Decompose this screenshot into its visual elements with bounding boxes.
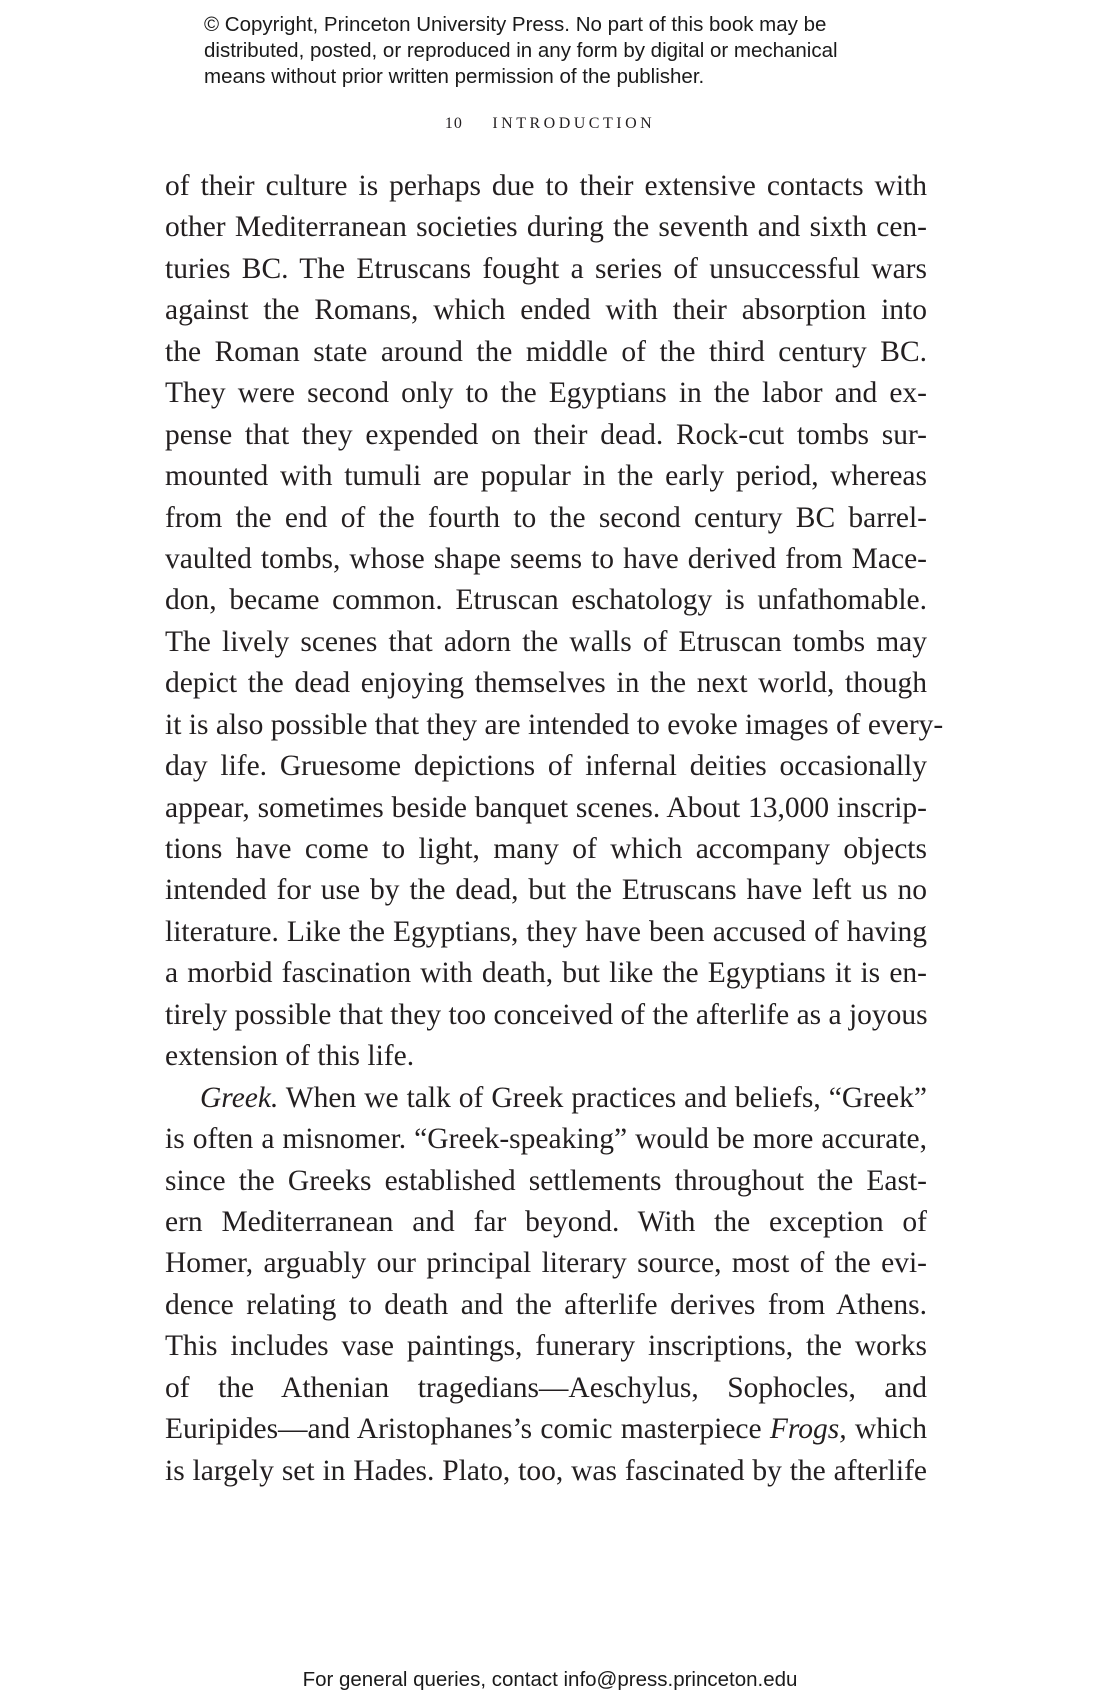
- text-line: the Roman state around the middle of the third century BC.: [165, 335, 927, 368]
- text-line: mounted with tumuli are popular in the early period, whereas: [165, 460, 927, 493]
- copyright-line: means without prior written permission of the publisher.: [204, 65, 705, 88]
- paragraph: [165, 1078, 927, 1492]
- text-line: extension of this life.: [165, 1040, 415, 1073]
- text-line: of their culture is perhaps due to their extensive contacts with: [165, 170, 927, 202]
- text-run: which: [846, 1413, 927, 1446]
- copyright-notice: [204, 12, 964, 90]
- text-line: since the Greeks established settlements throughout the East-: [165, 1164, 927, 1197]
- text-line: Homer, arguably our principal literary source, most of the evi-: [165, 1247, 927, 1280]
- text-run: When we talk of Greek practices and beliefs, “Greek”: [278, 1081, 927, 1114]
- copyright-line: distributed, posted, or reproduced in any form by digital or mechanical: [204, 39, 838, 62]
- text-line: day life. Gruesome depictions of infernal deities occasionally: [165, 750, 927, 783]
- body-text: [165, 166, 944, 1492]
- text-line: of the Athenian tragedians—Aeschylus, Sophocles, and: [165, 1371, 927, 1404]
- text-line: from the end of the fourth to the second century BC barrel-: [165, 501, 927, 534]
- text-line: intended for use by the dead, but the Etruscans have left us no: [165, 874, 927, 907]
- text-line: appear, sometimes beside banquet scenes. About 13,000 inscrip-: [165, 791, 927, 824]
- text-line: literature. Like the Egyptians, they have been accused of having: [165, 915, 927, 948]
- page-number: 10: [444, 115, 463, 132]
- chapter-title: INTRODUCTION: [492, 115, 656, 132]
- text-line: is often a misnomer. “Greek-speaking” would be more accurate,: [165, 1123, 927, 1156]
- text-line: dence relating to death and the afterlife derives from Athens.: [165, 1288, 927, 1321]
- paragraph: [165, 166, 944, 1078]
- text-line: turies BC. The Etruscans fought a series of unsuccessful wars: [165, 252, 927, 285]
- running-head: [0, 115, 1100, 133]
- text-line: This includes vase paintings, funerary inscriptions, the works: [165, 1330, 927, 1363]
- footer-contact: For general queries, contact info@press.princeton.edu: [302, 1668, 798, 1691]
- text-line: depict the dead enjoying themselves in the next world, though: [165, 667, 927, 700]
- text-line: other Mediterranean societies during the seventh and sixth cen-: [165, 211, 927, 244]
- text-line: it is also possible that they are intended to evoke images of every-: [165, 708, 944, 741]
- copyright-line: © Copyright, Princeton University Press. No part of this book may be: [204, 13, 827, 36]
- text-line: The lively scenes that adorn the walls of Etruscan tombs may: [165, 625, 927, 658]
- text-line: is largely set in Hades. Plato, too, was fascinated by the afterlife: [165, 1454, 927, 1487]
- text-line: against the Romans, which ended with their absorption into: [165, 294, 927, 327]
- run-in-heading: Greek.: [200, 1081, 279, 1114]
- text-line: They were second only to the Egyptians in the labor and ex-: [165, 377, 927, 410]
- text-line: ern Mediterranean and far beyond. With the exception of: [165, 1205, 927, 1238]
- text-line: pense that they expended on their dead. Rock-cut tombs sur-: [165, 418, 927, 451]
- text-line: vaulted tombs, whose shape seems to have derived from Mace-: [165, 542, 927, 575]
- text-line: [165, 1078, 927, 1119]
- text-line: tions have come to light, many of which accompany objects: [165, 833, 927, 865]
- text-line: don, became common. Etruscan eschatology is unfathomable.: [165, 584, 927, 617]
- text-run: Euripides—and Aristophanes’s comic masterpiece: [165, 1413, 770, 1446]
- italic-title: Frogs,: [769, 1413, 847, 1446]
- text-line: a morbid fascination with death, but like the Egyptians it is en-: [165, 957, 927, 990]
- text-line: [165, 1409, 927, 1450]
- text-line: tirely possible that they too conceived of the afterlife as a joyous: [165, 998, 928, 1031]
